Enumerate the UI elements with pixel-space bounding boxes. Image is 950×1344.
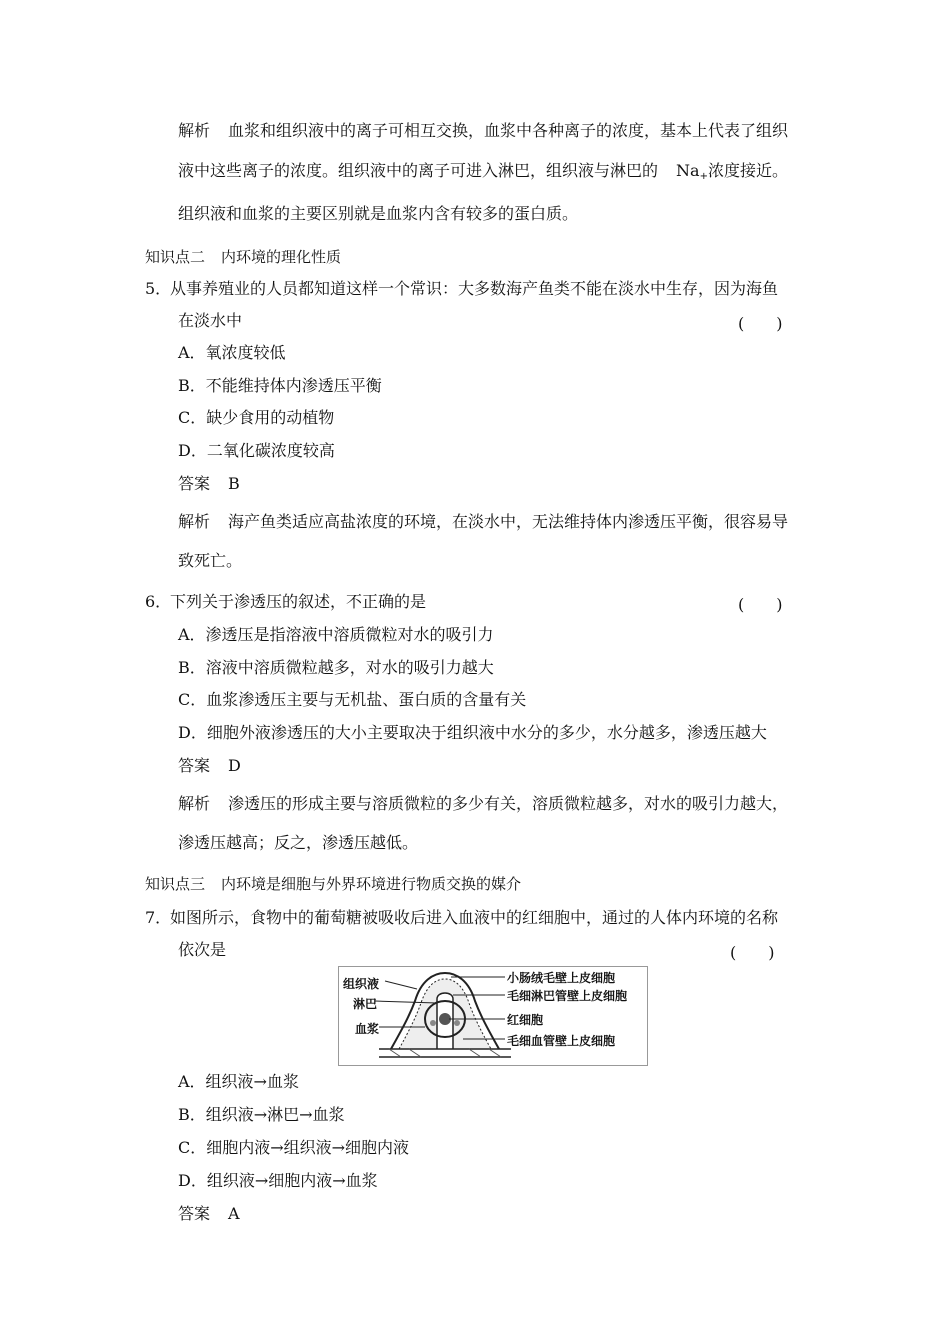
- q6-option-a: A．渗透压是指溶液中溶质微粒对水的吸引力: [178, 625, 494, 644]
- q7-answer: 答案 A: [178, 1204, 240, 1223]
- q6-option-d: D．细胞外液渗透压的大小主要取决于组织液中水分的多少，水分越多，渗透压越大: [178, 723, 767, 742]
- q5-option-c: C．缺少食用的动植物: [178, 408, 335, 427]
- analysis-label: 解析: [178, 121, 211, 140]
- q5-answer-paren: ( ): [738, 314, 783, 333]
- villus-diagram: [338, 966, 648, 1066]
- intro-analysis-line2: 液中这些离子的浓度。组织液中的离子可进入淋巴，组织液与淋巴的 $Na_+$浓度接近。: [178, 161, 788, 182]
- label-plasma: 血浆: [355, 1022, 380, 1036]
- intro-analysis-line1: 解析 血浆和组织液中的离子可相互交换，血浆中各种离子的浓度，基本上代表了组织: [178, 121, 789, 140]
- q6-analysis-line1: 解析 渗透压的形成主要与溶质微粒的多少有关，溶质微粒越多，对水的吸引力越大，: [178, 794, 789, 813]
- q7-option-c: C．细胞内液→组织液→细胞内液: [178, 1138, 410, 1157]
- q6-stem: 6．下列关于渗透压的叙述，不正确的是: [145, 592, 427, 611]
- q6-answer: 答案 D: [178, 756, 241, 775]
- q5-analysis-line1: 解析 海产鱼类适应高盐浓度的环境，在淡水中，无法维持体内渗透压平衡，很容易导: [178, 512, 789, 531]
- label-lymph-capillary-cell: 毛细淋巴管壁上皮细胞: [507, 989, 628, 1003]
- q5-analysis-line2: 致死亡。: [178, 551, 243, 570]
- sodium-symbol: Na: [676, 161, 700, 180]
- q5-option-a: A．氧浓度较低: [178, 343, 286, 362]
- q6-answer-paren: ( ): [738, 595, 783, 614]
- q6-option-b: B．溶液中溶质微粒越多，对水的吸引力越大: [178, 658, 494, 677]
- label-red-blood-cell: 红细胞: [507, 1013, 544, 1027]
- q5-option-b: B．不能维持体内渗透压平衡: [178, 376, 382, 395]
- section-heading-2: 知识点二 内环境的理化性质: [145, 248, 342, 266]
- q7-option-a: A．组织液→血浆: [178, 1072, 299, 1091]
- q7-option-d: D．组织液→细胞内液→血浆: [178, 1171, 378, 1190]
- q7-stem-line1: 7．如图所示，食物中的葡萄糖被吸收后进入血液中的红细胞中，通过的人体内环境的名称: [145, 908, 779, 927]
- label-blood-capillary-cell: 毛细血管壁上皮细胞: [507, 1034, 616, 1048]
- label-tissue-fluid: 组织液: [343, 977, 380, 991]
- q6-analysis-line2: 渗透压越高；反之，渗透压越低。: [178, 833, 419, 852]
- q6-option-c: C．血浆渗透压主要与无机盐、蛋白质的含量有关: [178, 690, 527, 709]
- q7-option-b: B．组织液→淋巴→血浆: [178, 1105, 345, 1124]
- label-lymph: 淋巴: [353, 997, 378, 1011]
- section-heading-3: 知识点三 内环境是细胞与外界环境进行物质交换的媒介: [145, 875, 522, 893]
- q5-stem-line1: 5．从事养殖业的人员都知道这样一个常识：大多数海产鱼类不能在淡水中生存，因为海鱼: [145, 279, 779, 298]
- q7-stem-line2: 依次是: [178, 940, 227, 959]
- intro-analysis-line3: 组织液和血浆的主要区别就是血浆内含有较多的蛋白质。: [178, 204, 579, 223]
- q5-option-d: D．二氧化碳浓度较高: [178, 441, 335, 460]
- q5-answer: 答案 B: [178, 474, 240, 493]
- q7-answer-paren: ( ): [730, 943, 775, 962]
- q5-stem-line2: 在淡水中: [178, 311, 243, 330]
- label-villus-epithelial-cell: 小肠绒毛壁上皮细胞: [507, 971, 616, 985]
